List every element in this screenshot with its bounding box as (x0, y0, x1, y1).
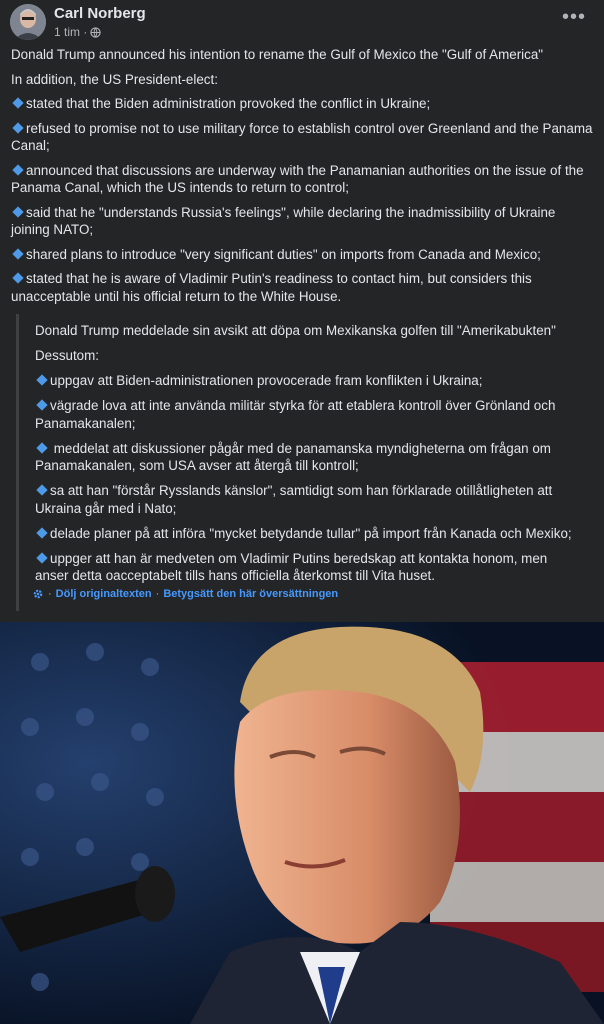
post-meta (54, 25, 101, 39)
blue-diamond-icon (36, 552, 47, 563)
original-bullet-item (35, 482, 581, 517)
rate-translation-link[interactable]: Betygsätt den här översättningen (163, 588, 339, 600)
bullet-text: announced that discussions are underway with the Panamanian authorities on the issue of the Panama Canal, which the US intends to return to control; (11, 162, 584, 195)
translation-footer (32, 588, 338, 600)
original-text (35, 322, 581, 592)
blue-diamond-icon (12, 97, 23, 108)
blue-diamond-icon (12, 248, 23, 259)
blue-diamond-icon (36, 399, 47, 410)
blue-diamond-icon (12, 164, 23, 175)
bullet-item (11, 162, 596, 197)
post-photo[interactable] (0, 622, 604, 1024)
separator: · (155, 588, 160, 600)
blue-diamond-icon (12, 122, 23, 133)
bullet-text: delade planer på att införa "mycket betydande tullar" på import från Kanada och Mexiko; (50, 525, 572, 541)
original-bullet-item (35, 372, 581, 390)
blue-diamond-icon (12, 272, 23, 283)
bullet-text: uppger att han är medveten om Vladimir Putins beredskap att kontakta honom, men anser detta oacceptabelt tills hans officiella återkomst till Vita huset. (35, 550, 548, 583)
bullet-text: stated that the Biden administration provoked the conflict in Ukraine; (26, 96, 431, 111)
bullet-item (11, 246, 596, 264)
hide-original-link[interactable]: Dölj originaltexten (55, 588, 152, 600)
post-text (11, 46, 596, 312)
blue-diamond-icon (12, 206, 23, 217)
bullet-text: refused to promise not to use military force to establish control over Greenland and the Panama Canal; (11, 120, 593, 153)
blue-diamond-icon (36, 527, 47, 538)
bullet-text: meddelat att diskussioner pågår med de panamanska myndigheterna om frågan om Panamakanalen, som USA avser att återgå till kontroll; (35, 440, 551, 473)
bullet-item (11, 270, 596, 305)
original-bullet-item (35, 550, 581, 585)
post-paragraph: In addition, the US President-elect: (11, 71, 218, 87)
post-time[interactable]: 1 tim · (54, 25, 88, 39)
globe-icon (90, 27, 101, 38)
blue-diamond-icon (36, 374, 47, 385)
original-bullet-item (35, 525, 581, 543)
more-options-icon[interactable]: ••• (561, 6, 586, 28)
author-name[interactable]: Carl Norberg (54, 5, 146, 22)
post-header (0, 0, 604, 46)
bullet-text: uppgav att Biden-administrationen provocerade fram konflikten i Ukraina; (50, 373, 483, 388)
blue-diamond-icon (36, 442, 47, 453)
post-paragraph: Donald Trump announced his intention to rename the Gulf of Mexico the "Gulf of America" (11, 47, 544, 62)
bullet-item (11, 204, 596, 239)
gear-icon (32, 588, 44, 600)
original-bullet-item (35, 440, 581, 475)
bullet-text: stated that he is aware of Vladimir Putin's readiness to contact him, but considers this unacceptable until his official return to the White House. (11, 271, 532, 304)
separator: · (48, 588, 52, 600)
bullet-item (11, 95, 596, 113)
original-paragraph: Dessutom: (35, 348, 99, 363)
bullet-text: said that he "understands Russia's feelings", while declaring the inadmissibility of Ukraine joining NATO; (11, 204, 556, 237)
avatar-image (10, 4, 46, 40)
original-text-block (16, 314, 589, 611)
blue-diamond-icon (36, 484, 47, 495)
bullet-text: vägrade lova att inte använda militär styrka för att etablera kontroll över Grönland och Panamakanalen; (35, 398, 556, 431)
bullet-text: shared plans to introduce "very significant duties" on imports from Canada and Mexico; (26, 246, 541, 262)
bullet-item (11, 120, 596, 155)
author-avatar[interactable] (10, 4, 46, 40)
original-bullet-item (35, 397, 581, 432)
original-paragraph: Donald Trump meddelade sin avsikt att döpa om Mexikanska golfen till "Amerikabukten" (35, 323, 556, 338)
bullet-text: sa att han "förstår Rysslands känslor", samtidigt som han förklarade otillåtligheten att Ukraina går med i Nato; (35, 483, 553, 516)
trump-portrait-image (0, 622, 604, 1024)
